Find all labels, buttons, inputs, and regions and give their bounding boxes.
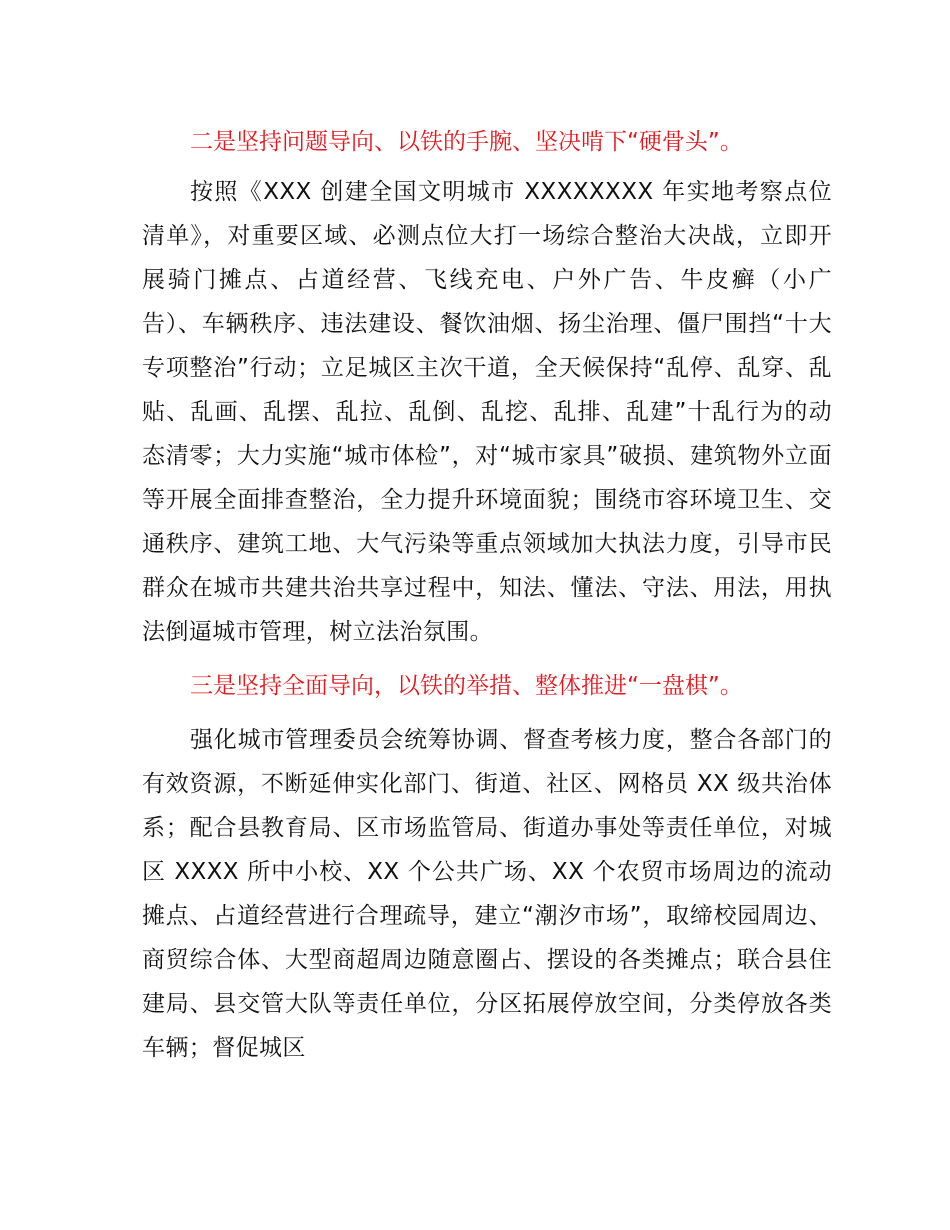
section-heading-2: 二是坚持问题导向、以铁的手腕、坚决啃下“硬骨头”。 (190, 129, 743, 155)
document-body (142, 120, 832, 1070)
body-paragraph-1: 按照《XXX 创建全国文明城市 XXXXXXXX 年实地考察点位清单》，对重要区域、必测点位大打一场综合整治大决战，立即开展骑门摊点、占道经营、飞线充电、户外广告、牛皮癣（小广告）、车辆秩序、违法建设、餐饮油烟、扬尘治理、僵尸围挡“十大专项整治”行动；立足城区主次干道，全天候保持“乱停、乱穿、乱贴、乱画、乱摆、乱拉、乱倒、乱挖、乱排、乱建”十乱行为的动态清零；大力实施“城市体检”，对“城市家具”破损、建筑物外立面等开展全面排查整治，全力提升环境面貌；围绕市容环境卫生、交通秩序、建筑工地、大气污染等重点领域加大执法力度，引导市民群众在城市共建共治共享过程中，知法、懂法、守法、用法，用执法倒逼城市管理，树立法治氛围。 (142, 179, 832, 645)
body-paragraph-2: 强化城市管理委员会统筹协调、督查考核力度，整合各部门的有效资源，不断延伸实化部门、街道、社区、网格员 XX 级共治体系；配合县教育局、区市场监管局、街道办事处等责任单位，对城区 XXXX 所中小校、XX 个公共广场、XX 个农贸市场周边的流动摊点、占道经营进行合理疏导，建立“潮汐市场”，取缔校园周边、商贸综合体、大型商超周边随意圈占、摆设的各类摊点；联合县住建局、县交管大队等责任单位，分区拓展停放空间，分类停放各类车辆；督促城区 (142, 727, 832, 1061)
section-heading-3: 三是坚持全面导向，以铁的举措、整体推进“一盘棋”。 (190, 673, 743, 699)
